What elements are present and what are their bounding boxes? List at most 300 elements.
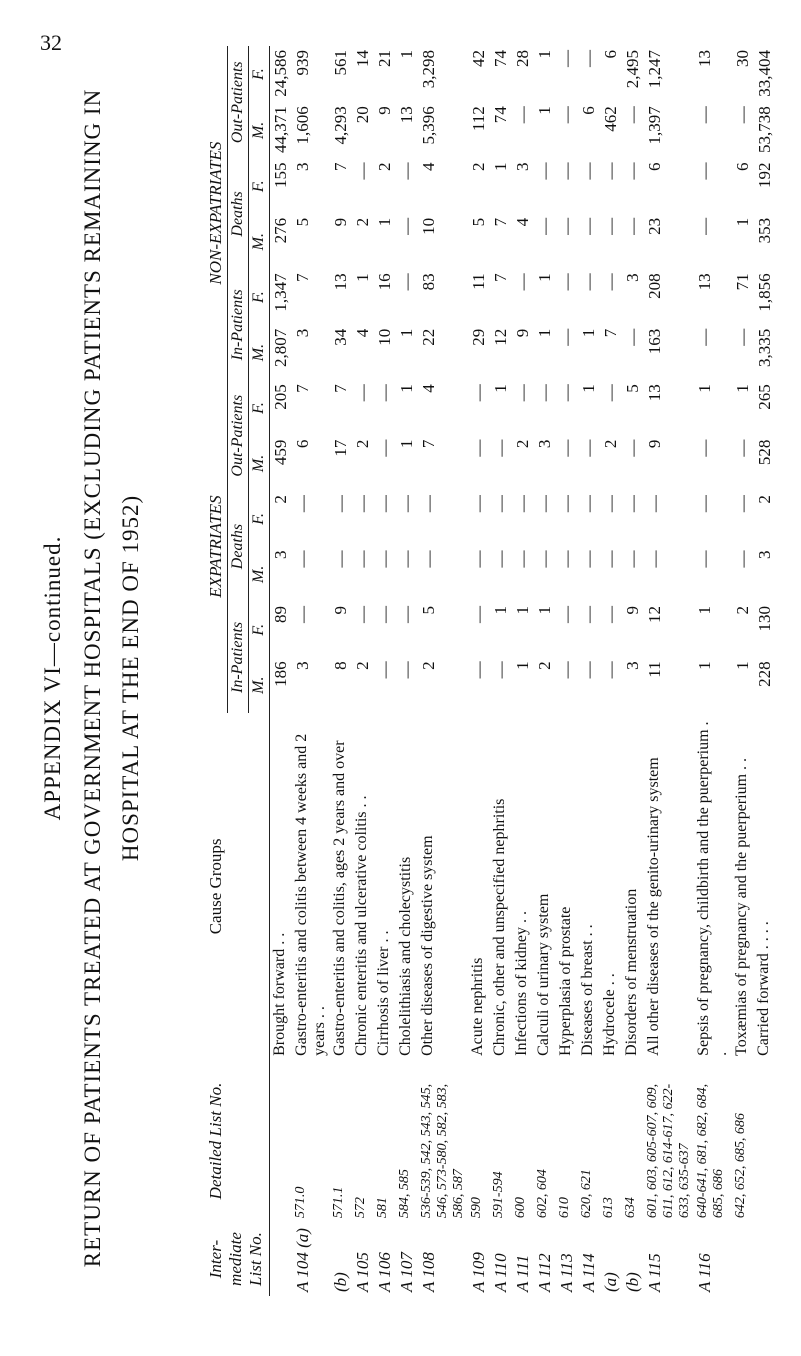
header-detailed: Detailed List No. bbox=[205, 1060, 270, 1222]
table-row bbox=[754, 46, 776, 1296]
value-cell: 1 bbox=[695, 661, 714, 670]
value-cell: — bbox=[513, 550, 532, 568]
table-title-line1: RETURN OF PATIENTS TREATED AT GOVERNMENT HOSPITALS (EXCLUDING PATIENTS REMAINING IN bbox=[80, 88, 105, 1268]
page-number: 32 bbox=[40, 30, 62, 55]
value-cell: 2 bbox=[271, 495, 290, 504]
value-cell: — bbox=[353, 162, 372, 180]
value-cell: — bbox=[557, 384, 576, 402]
detailed-list-no: 584, 585 bbox=[397, 1169, 412, 1219]
intermediate-list-no: A 107 bbox=[397, 1252, 416, 1292]
value-cell: 459 bbox=[271, 439, 290, 466]
value-cell: 2 bbox=[353, 439, 372, 449]
table-row bbox=[578, 46, 600, 1296]
value-cell: 1 bbox=[397, 50, 416, 59]
value-cell: — bbox=[397, 217, 416, 235]
detailed-list-no: 634 bbox=[623, 1197, 638, 1219]
value-cell: — bbox=[375, 605, 394, 623]
value-cell: 4,293 bbox=[331, 106, 350, 145]
value-cell: 3 bbox=[535, 439, 554, 449]
value-cell: 1 bbox=[695, 384, 714, 393]
cause-group: Other diseases of digestive system bbox=[419, 835, 436, 1056]
value-cell: 30 bbox=[733, 50, 752, 67]
detailed-list-no: 536-539, 542, 543, 545, 546, 573-580, 582, 583, 586, 587 bbox=[419, 1083, 466, 1219]
value-cell: — bbox=[645, 550, 664, 568]
detailed-list-no: 602, 604 bbox=[535, 1169, 550, 1219]
value-cell: — bbox=[601, 605, 620, 623]
header-deaths: Deaths bbox=[228, 491, 249, 602]
intermediate-list-no bbox=[754, 1222, 776, 1296]
table-row bbox=[292, 46, 330, 1296]
value-cell: 6 bbox=[579, 106, 598, 115]
table-row bbox=[330, 46, 352, 1296]
appendix-title: APPENDIX VI—continued. bbox=[40, 535, 65, 821]
value-cell: — bbox=[579, 273, 598, 291]
value-cell: — bbox=[623, 217, 642, 235]
value-cell: — bbox=[733, 550, 752, 568]
value-cell: 28 bbox=[513, 50, 532, 67]
value-cell: — bbox=[733, 106, 752, 124]
table-row bbox=[270, 46, 293, 1296]
value-cell: 21 bbox=[375, 50, 394, 67]
value-cell: 1 bbox=[375, 217, 394, 227]
intermediate-list-no: A 111 bbox=[513, 1254, 532, 1292]
value-cell: 192 bbox=[755, 162, 774, 188]
detailed-list-no bbox=[754, 1060, 776, 1222]
value-cell: — bbox=[579, 50, 598, 67]
value-cell: 1 bbox=[353, 273, 372, 282]
value-cell: — bbox=[513, 273, 532, 291]
value-cell: 7 bbox=[331, 384, 350, 393]
value-cell: — bbox=[579, 605, 598, 623]
intermediate-list-no: A 105 bbox=[353, 1252, 372, 1292]
value-cell: 7 bbox=[419, 439, 438, 449]
value-cell: 2 bbox=[353, 217, 372, 227]
value-cell: 2,495 bbox=[623, 50, 642, 89]
value-cell: 3,335 bbox=[755, 328, 774, 368]
value-cell: 11 bbox=[469, 273, 488, 290]
value-cell: 2 bbox=[733, 605, 752, 615]
value-cell: 1 bbox=[535, 605, 554, 615]
value-cell: — bbox=[397, 661, 416, 679]
table-row bbox=[352, 46, 374, 1296]
value-cell: 1 bbox=[397, 384, 416, 393]
detailed-list-no: 591-594 bbox=[491, 1171, 506, 1219]
value-cell: 71 bbox=[733, 273, 752, 291]
table-row bbox=[512, 46, 534, 1296]
value-cell: 5 bbox=[419, 605, 438, 615]
value-cell: — bbox=[535, 162, 554, 180]
value-cell: — bbox=[695, 550, 714, 568]
header-f: F. bbox=[249, 158, 270, 213]
value-cell: 205 bbox=[271, 384, 290, 410]
value-cell: 12 bbox=[645, 605, 664, 623]
value-cell: 1 bbox=[535, 106, 554, 115]
value-cell: — bbox=[579, 495, 598, 513]
value-cell: — bbox=[535, 217, 554, 235]
value-cell: — bbox=[331, 495, 350, 513]
header-cause-groups: Cause Groups bbox=[205, 713, 270, 1060]
value-cell: 4 bbox=[353, 328, 372, 338]
detailed-list-no: 640-641, 681, 682, 684, 685, 686 bbox=[695, 1083, 726, 1219]
value-cell: — bbox=[579, 550, 598, 568]
header-out-patients: Out-Patients bbox=[228, 46, 249, 158]
value-cell: 20 bbox=[353, 106, 372, 124]
value-cell: — bbox=[535, 384, 554, 402]
table-row bbox=[468, 46, 490, 1296]
value-cell: 11 bbox=[645, 661, 664, 678]
detailed-list-no: 610 bbox=[557, 1197, 572, 1219]
value-cell: — bbox=[623, 162, 642, 180]
value-cell: — bbox=[513, 384, 532, 402]
value-cell: 2 bbox=[375, 162, 394, 171]
value-cell: 7 bbox=[491, 273, 510, 282]
cause-group: Hydrocele . . bbox=[601, 973, 618, 1056]
intermediate-list-no: (b) bbox=[623, 1272, 642, 1292]
detailed-list-no: 590 bbox=[469, 1197, 484, 1219]
detailed-list-no: 581 bbox=[375, 1197, 390, 1219]
value-cell: 2 bbox=[469, 162, 488, 171]
detailed-list-no: 613 bbox=[601, 1197, 616, 1219]
value-cell: — bbox=[397, 495, 416, 513]
value-cell: — bbox=[601, 162, 620, 180]
value-cell: 3 bbox=[623, 273, 642, 282]
value-cell: — bbox=[579, 217, 598, 235]
value-cell: 7 bbox=[601, 328, 620, 338]
value-cell: 2 bbox=[535, 661, 554, 670]
value-cell: — bbox=[557, 605, 576, 623]
cause-group: Toxæmias of pregnancy and the puerperium . . bbox=[733, 757, 750, 1056]
value-cell: 1,347 bbox=[271, 273, 290, 312]
value-cell: — bbox=[695, 439, 714, 457]
value-cell: 1 bbox=[695, 605, 714, 615]
value-cell: 939 bbox=[293, 50, 312, 76]
value-cell: 5 bbox=[469, 217, 488, 227]
value-cell: — bbox=[557, 328, 576, 346]
intermediate-list-no: A 113 bbox=[557, 1253, 576, 1292]
value-cell: — bbox=[557, 50, 576, 67]
value-cell: — bbox=[601, 217, 620, 235]
value-cell: — bbox=[601, 273, 620, 291]
value-cell: — bbox=[601, 384, 620, 402]
intermediate-list-no: A 112 bbox=[535, 1253, 554, 1292]
table-row bbox=[556, 46, 578, 1296]
table-body bbox=[270, 46, 777, 1296]
value-cell: — bbox=[469, 384, 488, 402]
value-cell: 1 bbox=[535, 50, 554, 59]
value-cell: 1 bbox=[513, 605, 532, 615]
intermediate-list-no: A 116 bbox=[695, 1253, 714, 1292]
value-cell: — bbox=[535, 550, 554, 568]
value-cell: — bbox=[375, 661, 394, 679]
value-cell: 9 bbox=[375, 106, 394, 115]
value-cell: — bbox=[733, 439, 752, 457]
detailed-list-no: 642, 652, 685, 686 bbox=[733, 1113, 748, 1219]
value-cell: — bbox=[331, 550, 350, 568]
value-cell: 2 bbox=[353, 661, 372, 670]
value-cell: — bbox=[557, 495, 576, 513]
value-cell: — bbox=[353, 495, 372, 513]
value-cell: 12 bbox=[491, 328, 510, 346]
value-cell: 42 bbox=[469, 50, 488, 67]
table-row bbox=[534, 46, 556, 1296]
value-cell: 5 bbox=[623, 384, 642, 393]
detailed-list-no: 601, 603, 605-607, 609, 611, 612, 614-617, 622-633, 635-637 bbox=[645, 1083, 692, 1219]
value-cell: 29 bbox=[469, 328, 488, 346]
value-cell: — bbox=[695, 106, 714, 124]
cause-group: Diseases of breast . . bbox=[579, 924, 596, 1056]
value-cell: 2 bbox=[755, 495, 774, 504]
value-cell: 4 bbox=[419, 384, 438, 393]
value-cell: — bbox=[557, 217, 576, 235]
value-cell: 13 bbox=[397, 106, 416, 124]
value-cell: 8 bbox=[331, 661, 350, 670]
value-cell: — bbox=[623, 328, 642, 346]
table-row bbox=[374, 46, 396, 1296]
cause-group: Chronic, other and unspecified nephritis bbox=[491, 798, 508, 1056]
value-cell: — bbox=[397, 162, 416, 180]
intermediate-list-no: (a) bbox=[601, 1272, 620, 1292]
value-cell: 13 bbox=[695, 273, 714, 291]
cause-group: All other diseases of the genito-urinary system bbox=[645, 757, 662, 1056]
detailed-list-no: 571.0 bbox=[293, 1186, 308, 1219]
value-cell: 3 bbox=[513, 162, 532, 171]
value-cell: — bbox=[375, 550, 394, 568]
value-cell: 1 bbox=[397, 328, 416, 338]
header-expatriates: EXPATRIATES bbox=[205, 380, 228, 713]
value-cell: — bbox=[645, 495, 664, 513]
value-cell: 1,247 bbox=[645, 50, 664, 89]
value-cell: 112 bbox=[469, 106, 488, 132]
value-cell: 208 bbox=[645, 273, 664, 299]
header-out-patients: Out-Patients bbox=[228, 380, 249, 491]
header-non-expatriates: NON-EXPATRIATES bbox=[205, 46, 228, 380]
value-cell: — bbox=[293, 605, 312, 623]
value-cell: 9 bbox=[331, 605, 350, 615]
value-cell: 2 bbox=[419, 661, 438, 670]
value-cell: — bbox=[293, 550, 312, 568]
table-row bbox=[396, 46, 418, 1296]
value-cell: 3 bbox=[293, 162, 312, 171]
intermediate-list-no bbox=[732, 1222, 754, 1296]
value-cell: 17 bbox=[331, 439, 350, 457]
header-m: M. bbox=[249, 436, 270, 491]
header-m: M. bbox=[249, 102, 270, 158]
value-cell: — bbox=[375, 439, 394, 457]
value-cell: 2,807 bbox=[271, 328, 290, 368]
value-cell: 1 bbox=[397, 439, 416, 449]
cause-group: Sepsis of pregnancy, childbirth and the puerperium . . bbox=[695, 721, 730, 1056]
value-cell: 7 bbox=[491, 217, 510, 227]
detailed-list-no: 571.1 bbox=[331, 1186, 346, 1219]
table-row bbox=[490, 46, 512, 1296]
value-cell: — bbox=[491, 550, 510, 568]
value-cell: — bbox=[513, 495, 532, 513]
value-cell: — bbox=[397, 605, 416, 623]
value-cell: 3 bbox=[623, 661, 642, 670]
value-cell: 14 bbox=[353, 50, 372, 67]
value-cell: — bbox=[623, 550, 642, 568]
value-cell: — bbox=[557, 162, 576, 180]
value-cell: 10 bbox=[375, 328, 394, 346]
cause-group: Brought forward . . bbox=[271, 932, 288, 1056]
value-cell: — bbox=[491, 439, 510, 457]
cause-group: Cholelithiasis and cholecystitis bbox=[397, 856, 414, 1056]
value-cell: — bbox=[733, 495, 752, 513]
value-cell: 2 bbox=[513, 439, 532, 449]
value-cell: 13 bbox=[695, 50, 714, 67]
value-cell: 9 bbox=[513, 328, 532, 338]
table-row bbox=[600, 46, 622, 1296]
value-cell: 3,298 bbox=[419, 50, 438, 89]
value-cell: — bbox=[579, 661, 598, 679]
header-m: M. bbox=[249, 657, 270, 712]
value-cell: 186 bbox=[271, 661, 290, 687]
intermediate-list-no: A 106 bbox=[375, 1252, 394, 1292]
value-cell: — bbox=[293, 495, 312, 513]
value-cell: — bbox=[375, 495, 394, 513]
cause-group: Gastro-enteritis and colitis between 4 weeks and 2 years . . bbox=[293, 733, 328, 1056]
value-cell: 44,371 bbox=[271, 106, 290, 154]
value-cell: 1 bbox=[733, 384, 752, 393]
value-cell: — bbox=[557, 661, 576, 679]
value-cell: — bbox=[419, 495, 438, 513]
cause-group: Gastro-enteritis and colitis, ages 2 years and over bbox=[331, 740, 348, 1056]
header-m: M. bbox=[249, 214, 270, 269]
value-cell: 1 bbox=[491, 162, 510, 171]
value-cell: 1,606 bbox=[293, 106, 312, 145]
value-cell: 23 bbox=[645, 217, 664, 235]
value-cell: 4 bbox=[513, 217, 532, 227]
header-deaths: Deaths bbox=[228, 158, 249, 269]
value-cell: 53,738 bbox=[755, 106, 774, 154]
intermediate-list-no: A 110 bbox=[491, 1253, 510, 1292]
value-cell: 10 bbox=[419, 217, 438, 235]
value-cell: — bbox=[579, 162, 598, 180]
value-cell: 6 bbox=[733, 162, 752, 171]
cause-group: Disorders of menstruation bbox=[623, 888, 640, 1056]
value-cell: 6 bbox=[601, 50, 620, 59]
value-cell: 1 bbox=[733, 661, 752, 670]
value-cell: 276 bbox=[271, 217, 290, 244]
value-cell: 13 bbox=[331, 273, 350, 291]
value-cell: 74 bbox=[491, 106, 510, 124]
cause-group: Carried forward . . . . bbox=[755, 921, 772, 1056]
value-cell: — bbox=[469, 550, 488, 568]
value-cell: — bbox=[557, 550, 576, 568]
cause-group: Acute nephritis bbox=[469, 957, 486, 1056]
value-cell: — bbox=[469, 439, 488, 457]
value-cell: 6 bbox=[645, 162, 664, 171]
value-cell: — bbox=[601, 495, 620, 513]
detailed-list-no: 620, 621 bbox=[579, 1169, 594, 1219]
value-cell: 13 bbox=[645, 384, 664, 402]
value-cell: 353 bbox=[755, 217, 774, 244]
intermediate-list-no bbox=[270, 1222, 293, 1296]
table-title-line2: HOSPITAL AT THE END OF 1952) bbox=[118, 494, 143, 862]
value-cell: 4 bbox=[419, 162, 438, 171]
value-cell: 265 bbox=[755, 384, 774, 410]
detailed-list-no: 600 bbox=[513, 1197, 528, 1219]
value-cell: — bbox=[375, 384, 394, 402]
value-cell: 83 bbox=[419, 273, 438, 291]
header-f: F. bbox=[249, 269, 270, 324]
value-cell: — bbox=[601, 550, 620, 568]
value-cell: — bbox=[579, 439, 598, 457]
value-cell: 228 bbox=[755, 661, 774, 687]
table-row bbox=[694, 46, 732, 1296]
value-cell: 3 bbox=[293, 661, 312, 670]
value-cell: 74 bbox=[491, 50, 510, 67]
value-cell: 3 bbox=[755, 550, 774, 560]
value-cell: 3 bbox=[293, 328, 312, 338]
value-cell: — bbox=[557, 439, 576, 457]
value-cell: 130 bbox=[755, 605, 774, 632]
cause-group: Cirrhosis of liver . . bbox=[375, 930, 392, 1056]
cause-group: Infections of kidney . . bbox=[513, 911, 530, 1056]
value-cell: 1 bbox=[579, 328, 598, 338]
value-cell: 2 bbox=[601, 439, 620, 449]
value-cell: 34 bbox=[331, 328, 350, 346]
cause-group: Calculi of urinary system bbox=[535, 893, 552, 1056]
table-row bbox=[644, 46, 694, 1296]
header-m: M. bbox=[249, 547, 270, 602]
value-cell: — bbox=[469, 661, 488, 679]
value-cell: — bbox=[623, 495, 642, 513]
header-in-patients: In-Patients bbox=[228, 269, 249, 380]
cause-group: Hyperplasia of prostate bbox=[557, 906, 574, 1056]
value-cell: — bbox=[397, 273, 416, 291]
intermediate-list-no: A 109 bbox=[469, 1252, 488, 1292]
header-intermediate: Inter-mediate List No. bbox=[205, 1222, 270, 1296]
detailed-list-no: 572 bbox=[353, 1197, 368, 1219]
value-cell: — bbox=[695, 495, 714, 513]
value-cell: 163 bbox=[645, 328, 664, 355]
intermediate-list-no: A 114 bbox=[579, 1253, 598, 1292]
value-cell: 7 bbox=[331, 162, 350, 171]
value-cell: — bbox=[695, 328, 714, 346]
value-cell: — bbox=[469, 495, 488, 513]
value-cell: 1,397 bbox=[645, 106, 664, 145]
value-cell: 1 bbox=[491, 384, 510, 393]
value-cell: — bbox=[397, 550, 416, 568]
value-cell: 561 bbox=[331, 50, 350, 76]
detailed-list-no bbox=[270, 1060, 293, 1222]
value-cell: 7 bbox=[293, 384, 312, 393]
value-cell: 1 bbox=[733, 217, 752, 227]
value-cell: 7 bbox=[293, 273, 312, 282]
value-cell: 1 bbox=[513, 661, 532, 670]
value-cell: 89 bbox=[271, 605, 290, 623]
value-cell: 24,586 bbox=[271, 50, 290, 97]
intermediate-list-no: A 104 (a) bbox=[293, 1228, 312, 1292]
value-cell: 1 bbox=[535, 328, 554, 338]
intermediate-list-no: A 108 bbox=[419, 1252, 438, 1292]
value-cell: 5,396 bbox=[419, 106, 438, 145]
value-cell: 6 bbox=[293, 439, 312, 449]
value-cell: 5 bbox=[293, 217, 312, 227]
value-cell: — bbox=[353, 384, 372, 402]
value-cell: — bbox=[419, 550, 438, 568]
value-cell: — bbox=[695, 162, 714, 180]
header-f: F. bbox=[249, 602, 270, 657]
value-cell: — bbox=[491, 661, 510, 679]
value-cell: 9 bbox=[331, 217, 350, 227]
value-cell: — bbox=[557, 106, 576, 124]
value-cell: 3 bbox=[271, 550, 290, 560]
value-cell: 1 bbox=[579, 384, 598, 393]
value-cell: — bbox=[623, 439, 642, 457]
value-cell: — bbox=[733, 328, 752, 346]
